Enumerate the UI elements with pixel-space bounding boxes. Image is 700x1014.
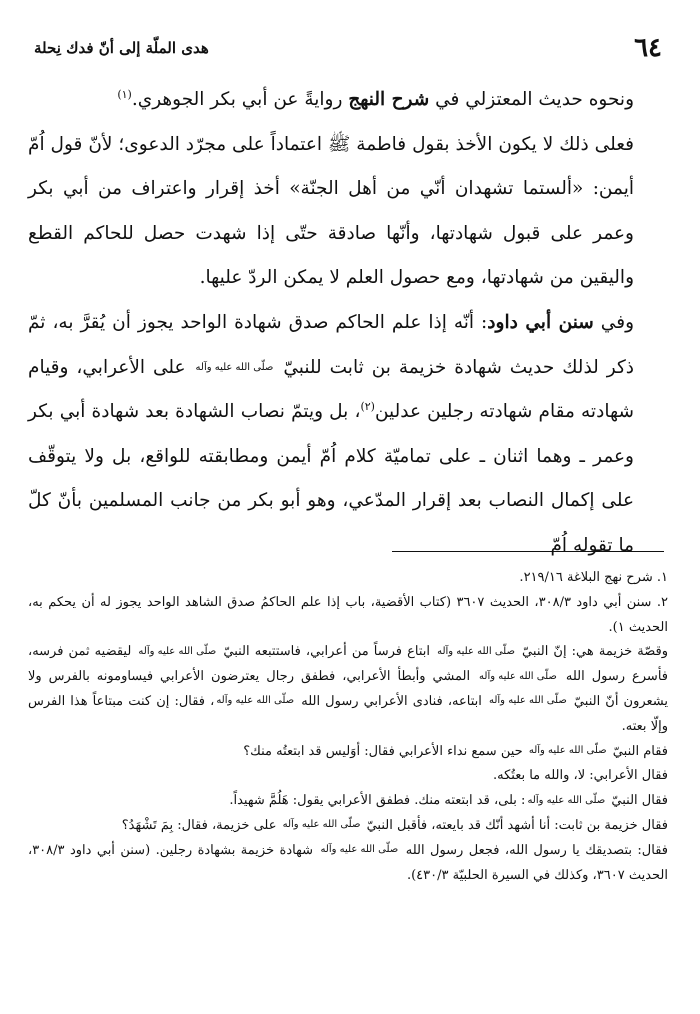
text-run: ابتاع فرساً من أعرابي، فاستتبعه النبيّ (218, 644, 436, 660)
text-run: : بلى، قد ابتعته منك. فطفق الأعرابي يقول: هَلُمَّ شهيداً. (229, 793, 526, 809)
salawat-ligature: صلّى الله عليه وآله (528, 745, 607, 757)
salawat-ligature: صلّى الله عليه وآله (489, 695, 567, 707)
footnote-story (28, 640, 668, 739)
salawat-ligature: صلّى الله عليه وآله (138, 645, 217, 657)
footnote-ref-1: (١) (117, 87, 132, 101)
salawat-ligature: صلّى الله عليه وآله (479, 670, 557, 682)
footnote-2: ٢. سنن أبي داود ٣٠٨/٣، الحديث ٣٦٠٧ (كتاب الأقضية، باب إذا علم الحاكمُ صدق الشاهد الواحد يجوز له أن يحكم به، الحديث ١). (28, 594, 668, 635)
text-run: حين سمع نداء الأعرابي فقال: أوَليس قد ابتعتُه منك؟ (243, 743, 527, 759)
text-run: روايةً عن أبي بكر الجوهري. (131, 89, 349, 110)
text-run: فقال: بتصديقك يا رسول الله، فجعل رسول الله (400, 842, 668, 858)
text-run: وفي (593, 311, 634, 333)
page-header (34, 30, 662, 66)
salawat-ligature: صلّى الله عليه وآله (320, 844, 399, 856)
text-run: ، بل ويتمّ نصاب الشهادة بعد شهادة أبي بكر وعمر ـ وهما اثنان ـ على تماميّة كلام اُمّ أيمن ومطابقته للواقع، بل ولا يتوقّف على إكمال النصاب بعد إقرار المدّعي، وهو أبو بكر من جانب المسلمين بأنّ كلّ ما تقوله اُمّ (28, 401, 634, 556)
text-run: على خزيمة، فقال: بِمَ تَشْهَدُ؟ (121, 817, 281, 833)
salawat-ligature: صلّى الله عليه وآله (437, 645, 515, 657)
footnote-ref-2: (٢) (360, 400, 375, 413)
text-run: فقال النبيّ (607, 793, 668, 809)
footnote-story-line (28, 789, 668, 814)
footnote-story-line (28, 839, 668, 889)
salawat-ligature: صلّى الله عليه وآله (527, 794, 606, 806)
source-title: شرح النهج (348, 89, 430, 110)
text-run: على الأعرابي، وقيام شهادته مقام شهادته رجلين عدلين (28, 356, 634, 423)
source-title: سنن أبي داود (487, 311, 594, 333)
paragraph-1 (28, 78, 670, 123)
text-run: شهادة خزيمة بشهادة رجلين. (سنن أبي داود ٣٠٨/٣، الحديث ٣٦٠٧، وكذلك في السيرة الحلبيّة ٤٣٠/٣). (28, 842, 668, 883)
footnote-1: ١. شرح نهج البلاغة ٢١٩/١٦. (519, 570, 668, 585)
running-title: هدى الملّة إلى أنّ فدك نِحلة (34, 39, 209, 57)
text-run: ونحوه حديث المعتزلي في (429, 89, 634, 110)
paragraph-3 (28, 301, 670, 569)
paragraph-2: فعلى ذلك لا يكون الأخذ بقول فاطمة ﷺ اعتماداً على مجرّد الدعوى؛ لأنّ قول اُمّ أيمن: «ألستما تشهدان أنّي من أهل الجنّة» أخذ إقرار واعتراف من أبي بكر وعمر على قبول شهادتها، وأنّها صادقة حتّى إذا شهدت حصل للحاكم القطع واليقين من شهادتها، ومع حصول العلم لا يمكن الردّ عليها. (28, 133, 634, 289)
salawat-ligature: صلّى الله عليه وآله (216, 695, 295, 707)
text-run: ، فقال: إن كنت مبتاعاً هذا الفرس وإلّا بعته. (28, 693, 668, 734)
footnote-story-line (28, 740, 668, 765)
footnotes (28, 566, 668, 888)
text-run: وقصّة خزيمة هي: إنّ النبيّ (516, 644, 669, 660)
text-run: ابتاعه، فنادى الأعرابي رسول الله (296, 693, 487, 709)
text-run: : أنّه إذا علم الحاكم صدق شهادة الواحد يجوز أن يُقرَّ به، ثمّ ذكر لذلك حديث شهادة خزيمة بن ثابت للنبيّ (28, 311, 635, 378)
text-run: ليقضيه ثمن فرسه، فأسرع رسول الله (28, 644, 668, 685)
footnote-separator (392, 551, 664, 552)
salawat-ligature: صلّى الله عليه وآله (195, 361, 274, 373)
text-run: فقال خزيمة بن ثابت: أنا أشهد أنّك قد بايعته، فأقبل النبيّ (362, 817, 668, 833)
page-number: ٦٤ (634, 33, 662, 63)
text-run: فقام النبيّ (608, 743, 668, 759)
main-text (28, 78, 670, 569)
footnote-story-line (28, 814, 668, 839)
salawat-ligature: صلّى الله عليه وآله (282, 819, 361, 831)
text-run: المشي وأبطأ الأعرابي، فطفق رجال يعترضون الأعرابي فيساومونه بالفرس ولا يشعرون أنّ النبيّ (28, 669, 669, 709)
footnote-story-line: فقال الأعرابي: لا، والله ما بعتُكه. (492, 768, 668, 784)
